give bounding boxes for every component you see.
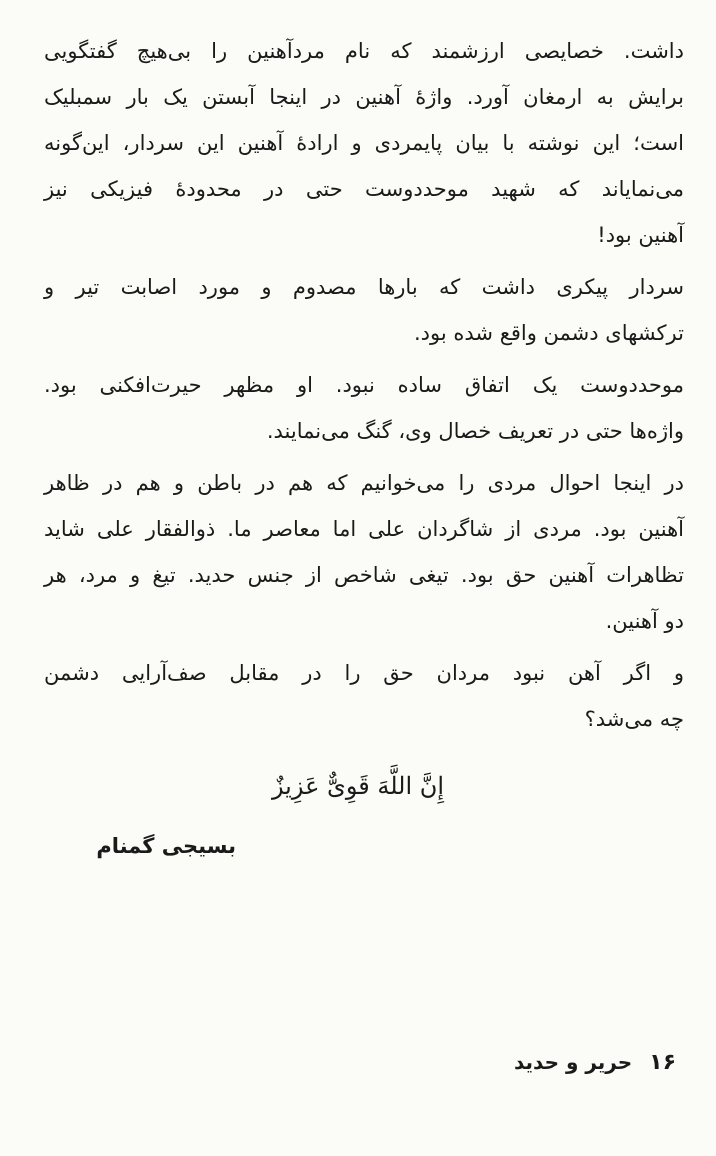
text-line: سردار پیکری داشت که بارها مصدوم و مورد اصابت تیر و [44,275,684,299]
body-text [44,28,684,742]
text-line: دو آهنین. [605,609,684,633]
paragraph [44,650,684,742]
text-line: است؛ این نوشته با بیان پایمردی و ارادهٔ آهنین این سردار، این‌گونه [44,131,684,155]
page-footer [514,1050,676,1075]
text-line: تظاهرات آهنین حق بود. تیغی شاخص از جنس حدید. تیغ و مرد، هر [44,563,684,587]
text-line: برایش به ارمغان آورد. واژهٔ آهنین در اینجا آبستن یک بار سمبلیک [44,85,684,109]
text-line: موحددوست یک اتفاق ساده نبود. او مظهر حیرت‌افکنی بود. [44,373,684,397]
text-line: داشت. خصایصی ارزشمند که نام مردآهنین را بی‌هیچ گفتگویی [44,39,684,63]
paragraph [44,264,684,356]
author-signature: بسیجی گمنام [96,834,236,858]
quran-verse: إِنَّ اللَّهَ قَوِیٌّ عَزِیزٌ [271,772,445,800]
page-number: ۱۶ [649,1050,676,1075]
paragraph [44,28,684,258]
paragraph [44,362,684,454]
paragraph [44,460,684,644]
text-line: در اینجا احوال مردی را می‌خوانیم که هم در باطن و هم در ظاهر [44,471,684,495]
text-line: آهنین بود. مردی از شاگردان علی اما معاصر ما. ذوالفقار علی شاید [44,517,684,541]
text-line: می‌نمایاند که شهید موحددوست حتی در محدودهٔ فیزیکی نیز [44,177,684,201]
book-title: حریر و حدید [513,1050,633,1074]
text-line: و اگر آهن نبود مردان حق را در مقابل صف‌آرایی دشمن [44,661,684,685]
text-line: واژه‌ها حتی در تعریف خصال وی، گنگ می‌نمایند. [266,419,684,443]
text-line: آهنین بود! [597,223,684,247]
text-line: چه می‌شد؟ [584,707,684,731]
text-line: ترکشهای دشمن واقع شده بود. [414,321,684,345]
